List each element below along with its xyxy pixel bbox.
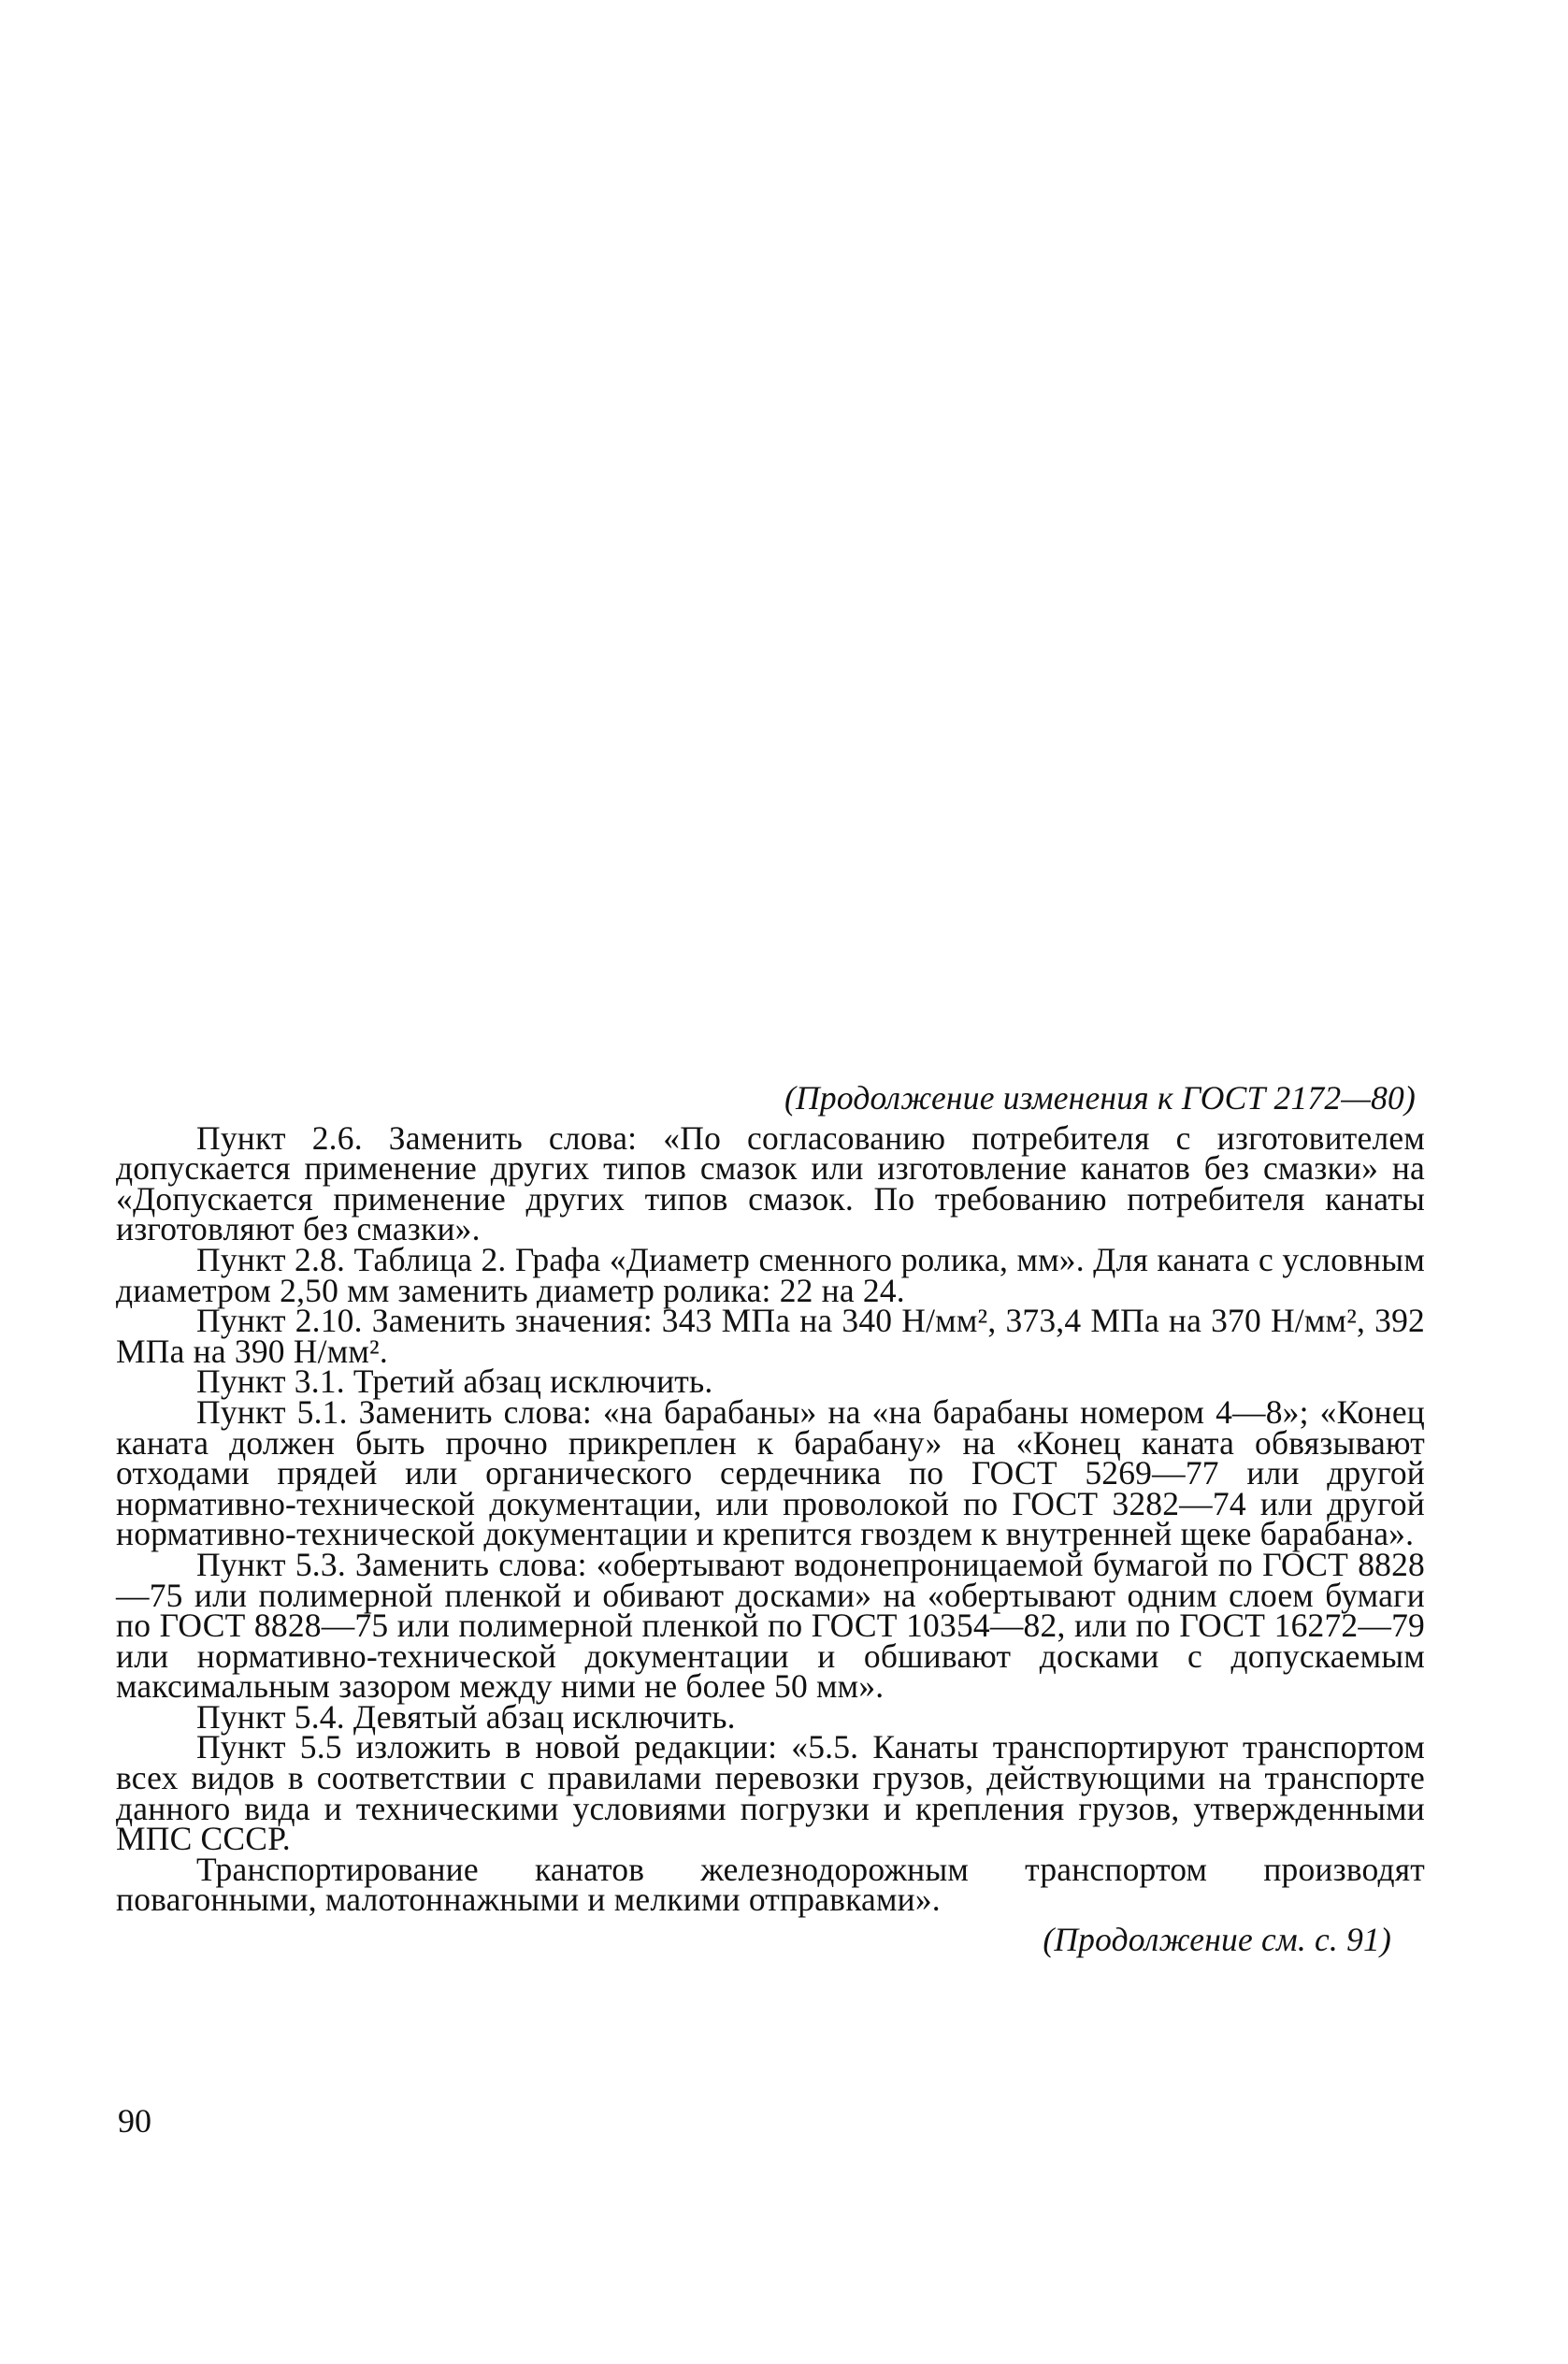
paragraph-transport: Транспортирование канатов железнодорожным транспортом производят повагонными, малотоннажными и мелкими отправками». <box>116 1850 1425 1919</box>
document-body <box>116 1079 1425 1959</box>
paragraph-5-5: Пункт 5.5 изложить в новой редакции: «5.5. Канаты транспортируют транспортом всех видов в соответствии с правилами перевозки грузов, действующими на транспорте данного вида и техническими условиями погрузки и крепления грузов, утвержденными МПС СССР. <box>116 1728 1425 1858</box>
continuation-header: (Продолжение изменения к ГОСТ 2172—80) <box>784 1079 1416 1117</box>
paragraph-3-1: Пункт 3.1. Третий абзац исключить. <box>196 1362 713 1401</box>
paragraph-5-3: Пункт 5.3. Заменить слова: «обертывают водонепроницаемой бумагой по ГОСТ 8828—75 или полимерной пленкой и обивают досками» на «обертывают одним слоем бумаги по ГОСТ 8828—75 или полимерной пленкой по ГОСТ 10354—82, или по ГОСТ 16272—79 или нормативно-технической документации и обшивают досками с допускаемым максимальным зазором между ними не более 50 мм». <box>116 1545 1425 1706</box>
page-number: 90 <box>118 2102 151 2140</box>
paragraph-2-10: Пункт 2.10. Заменить значения: 343 МПа на 340 Н/мм², 373,4 МПа на 370 Н/мм², 392 МПа на 390 Н/мм². <box>116 1302 1425 1370</box>
paragraph-5-1: Пункт 5.1. Заменить слова: «на барабаны» на «на барабаны номером 4—8»; «Конец каната должен быть прочно прикреплен к барабану» на «Конец каната обвязывают отходами прядей или органического сердечника по ГОСТ 5269—77 или другой нормативно-технической документации, или проволокой по ГОСТ 3282—74 или другой нормативно-технической документации и крепится гвоздем к внутренней щеке барабана». <box>116 1392 1425 1553</box>
paragraph-2-6: Пункт 2.6. Заменить слова: «По согласованию потребителя с изготовителем допускается применение других типов смазок или изготовление канатов без смазки» на «Допускается применение других типов смазок. По требованию потребителя канаты изготовляют без смазки». <box>116 1118 1425 1248</box>
paragraph-5-4: Пункт 5.4. Девятый абзац исключить. <box>196 1697 736 1736</box>
paragraph-2-8: Пункт 2.8. Таблица 2. Графа «Диаметр сменного ролика, мм». Для каната с условным диаметром 2,50 мм заменить диаметр ролика: 22 на 24. <box>116 1240 1425 1309</box>
continuation-footer: (Продолжение см. с. 91) <box>1043 1921 1391 1959</box>
